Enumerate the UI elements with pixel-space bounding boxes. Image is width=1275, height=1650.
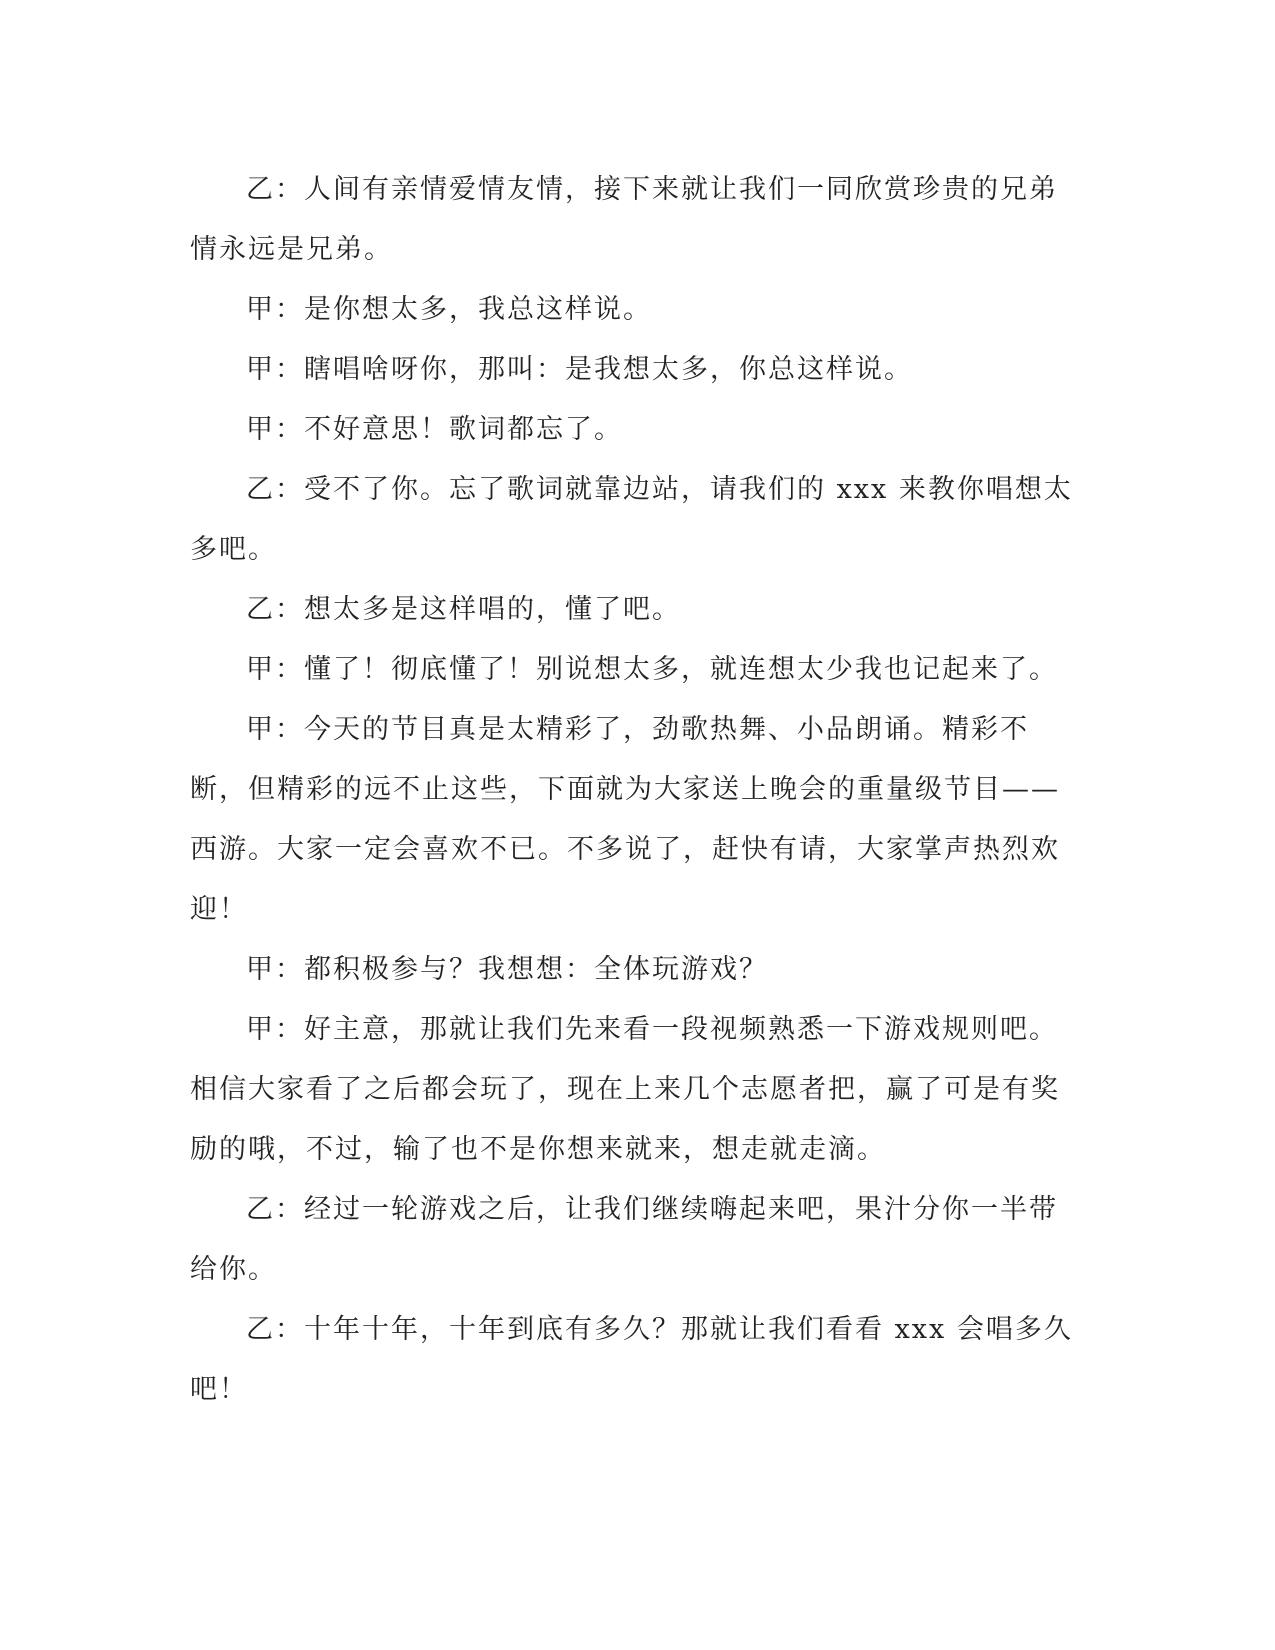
- paragraph: 乙：受不了你。忘了歌词就靠边站，请我们的 xxx 来教你唱想太多吧。: [190, 474, 1073, 565]
- paragraph: 乙：想太多是这样唱的，懂了吧。: [246, 594, 681, 625]
- paragraph: 甲：都积极参与？我想想：全体玩游戏？: [246, 954, 768, 985]
- paragraph: 甲：好主意，那就让我们先来看一段视频熟悉一下游戏规则吧。相信大家看了之后都会玩了，现在上来几个志愿者把，赢了可是有奖励的哦，不过，输了也不是你想来就来，想走就走滴。: [190, 1014, 1060, 1165]
- paragraph: 乙：十年十年，十年到底有多久？那就让我们看看 xxx 会唱多久吧！: [190, 1314, 1073, 1405]
- document-body: [190, 160, 1080, 1420]
- paragraph: 甲：瞎唱啥呀你，那叫：是我想太多，你总这样说。: [246, 354, 913, 385]
- paragraph: 甲：今天的节目真是太精彩了，劲歌热舞、小品朗诵。精彩不断，但精彩的远不止这些，下面就为大家送上晚会的重量级节目——西游。大家一定会喜欢不已。不多说了，赶快有请，大家掌声热烈欢迎！: [190, 714, 1060, 925]
- paragraph: 甲：是你想太多，我总这样说。: [246, 294, 652, 325]
- paragraph: 乙：人间有亲情爱情友情，接下来就让我们一同欣赏珍贵的兄弟情永远是兄弟。: [190, 174, 1058, 265]
- paragraph: 甲：不好意思！歌词都忘了。: [246, 414, 623, 445]
- paragraph: 甲：懂了！彻底懂了！别说想太多，就连想太少我也记起来了。: [246, 654, 1058, 685]
- paragraph: 乙：经过一轮游戏之后，让我们继续嗨起来吧，果汁分你一半带给你。: [190, 1194, 1058, 1285]
